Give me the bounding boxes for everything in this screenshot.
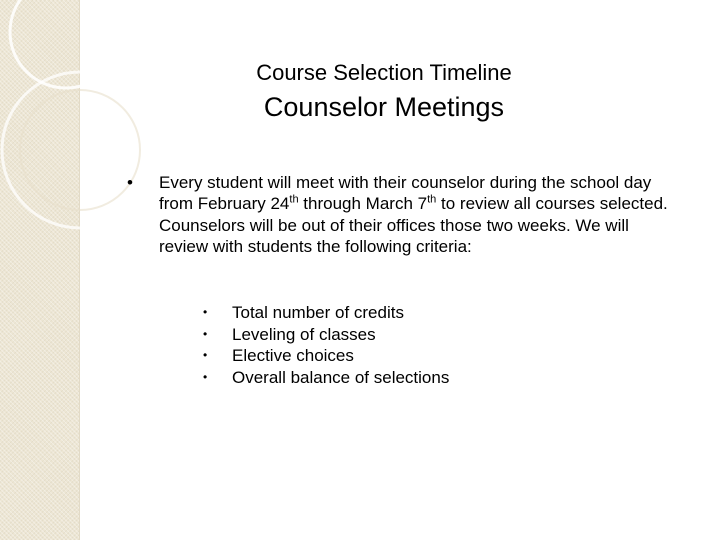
slide-title: Counselor Meetings bbox=[263, 92, 505, 122]
ordinal-suffix-2: th bbox=[427, 193, 437, 206]
criteria-label: Leveling of classes bbox=[232, 324, 376, 344]
criteria-label: Elective choices bbox=[232, 346, 354, 366]
paragraph-text-3: to review all courses selected. Counselors will be out of their offices those two weeks. We will review with students the following criteria: bbox=[159, 194, 668, 256]
paragraph-text-2: through March 7 bbox=[298, 194, 428, 214]
bullet-marker: • bbox=[203, 326, 208, 341]
ordinal-suffix-1: th bbox=[289, 193, 299, 206]
criteria-label: Total number of credits bbox=[232, 303, 404, 322]
bullet-marker: • bbox=[127, 173, 133, 192]
meeting-paragraph bbox=[159, 172, 679, 257]
bullet-marker: • bbox=[203, 305, 208, 319]
criteria-label: Overall balance of selections bbox=[232, 368, 450, 388]
bullet-marker: • bbox=[203, 370, 208, 385]
paragraph-text-1: Every student will meet with their counselor during the school day from February 24 bbox=[159, 173, 652, 214]
bullet-marker: • bbox=[203, 348, 208, 363]
slide-subtitle: Course Selection Timeline bbox=[256, 60, 512, 85]
